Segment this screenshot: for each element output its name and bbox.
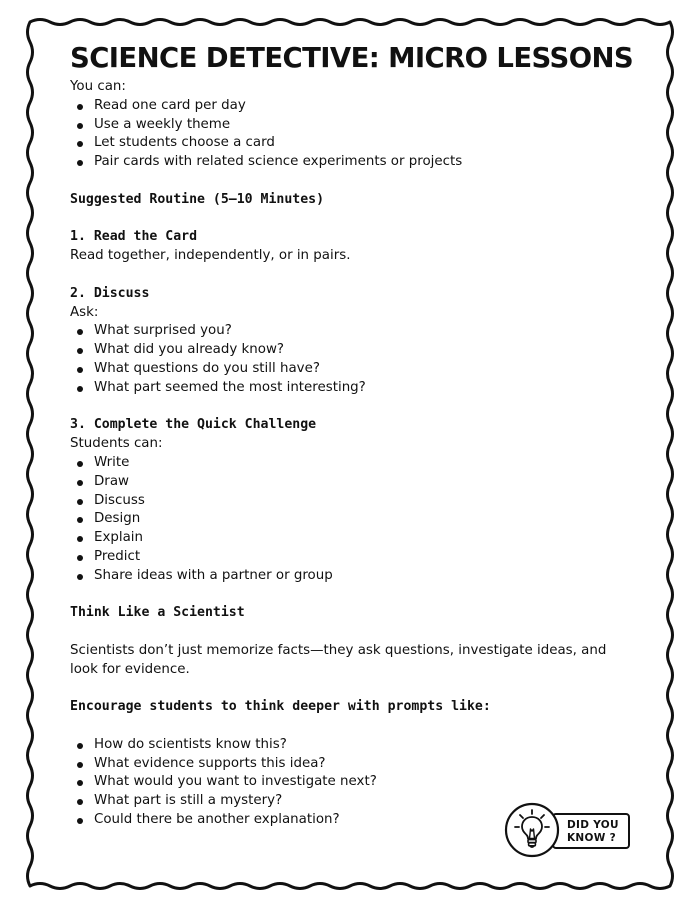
intro-lead: You can: (70, 79, 126, 94)
list-item: What questions do you still have? (70, 360, 640, 379)
page-title: SCIENCE DETECTIVE: MICRO LESSONS (70, 42, 634, 74)
list-item: Share ideas with a partner or group (70, 567, 640, 586)
step2-lead: Ask: (70, 304, 99, 320)
bullet-icon (77, 329, 83, 335)
list-item: Design (70, 510, 640, 529)
list-item: Let students choose a card (70, 134, 640, 153)
bullet-icon (77, 780, 83, 786)
list-item: What did you already know? (70, 341, 640, 360)
bullet-icon (77, 160, 83, 166)
step1-heading: 1. Read the Card (70, 229, 198, 245)
list-item: What would you want to investigate next? (70, 773, 640, 792)
list-item: Draw (70, 473, 640, 492)
think-heading: Think Like a Scientist (70, 605, 245, 621)
bullet-icon (77, 480, 83, 486)
bullet-icon (77, 386, 83, 392)
bullet-icon (77, 762, 83, 768)
list-item: Use a weekly theme (70, 116, 640, 135)
bullet-icon (77, 499, 83, 505)
bullet-icon (77, 123, 83, 129)
bullet-icon (77, 574, 83, 580)
think-text: Scientists don’t just memorize facts—they ask questions, investigate ideas, and look for evidence. (70, 642, 607, 677)
bullet-icon (77, 517, 83, 523)
bullet-icon (77, 536, 83, 542)
bullet-icon (77, 461, 83, 467)
step3-lead: Students can: (70, 436, 163, 452)
encourage-heading: Encourage students to think deeper with prompts like: (70, 699, 491, 715)
bullet-icon (77, 799, 83, 805)
bullet-icon (77, 104, 83, 110)
step1-text: Read together, independently, or in pairs. (70, 248, 351, 264)
bullet-icon (77, 367, 83, 373)
step2-heading: 2. Discuss (70, 285, 150, 301)
list-item: Read one card per day (70, 97, 640, 116)
list-item: What evidence supports this idea? (70, 755, 640, 774)
lightbulb-icon (504, 802, 560, 858)
list-item: Could there be another explanation? (70, 811, 640, 830)
badge-line-1: DID YOU (567, 819, 619, 831)
list-item: What part is still a mystery? (70, 792, 640, 811)
list-item: Discuss (70, 492, 640, 511)
list-item: How do scientists know this? (70, 736, 640, 755)
routine-heading: Suggested Routine (5–10 Minutes) (70, 191, 325, 207)
list-item: Write (70, 454, 640, 473)
intro-list (70, 97, 640, 172)
badge-line-2: KNOW ? (567, 832, 616, 844)
lesson-content (70, 38, 640, 830)
did-you-know-badge (504, 802, 630, 858)
bullet-icon (77, 743, 83, 749)
list-item: Pair cards with related science experiments or projects (70, 153, 640, 172)
discuss-list (70, 322, 640, 397)
bullet-icon (77, 818, 83, 824)
list-item: What surprised you? (70, 322, 640, 341)
list-item: Predict (70, 548, 640, 567)
step3-heading: 3. Complete the Quick Challenge (70, 417, 317, 433)
list-item: Explain (70, 529, 640, 548)
badge-label (567, 819, 619, 845)
bullet-icon (77, 141, 83, 147)
list-item: What part seemed the most interesting? (70, 379, 640, 398)
bullet-icon (77, 348, 83, 354)
challenge-list (70, 454, 640, 586)
bullet-icon (77, 555, 83, 561)
